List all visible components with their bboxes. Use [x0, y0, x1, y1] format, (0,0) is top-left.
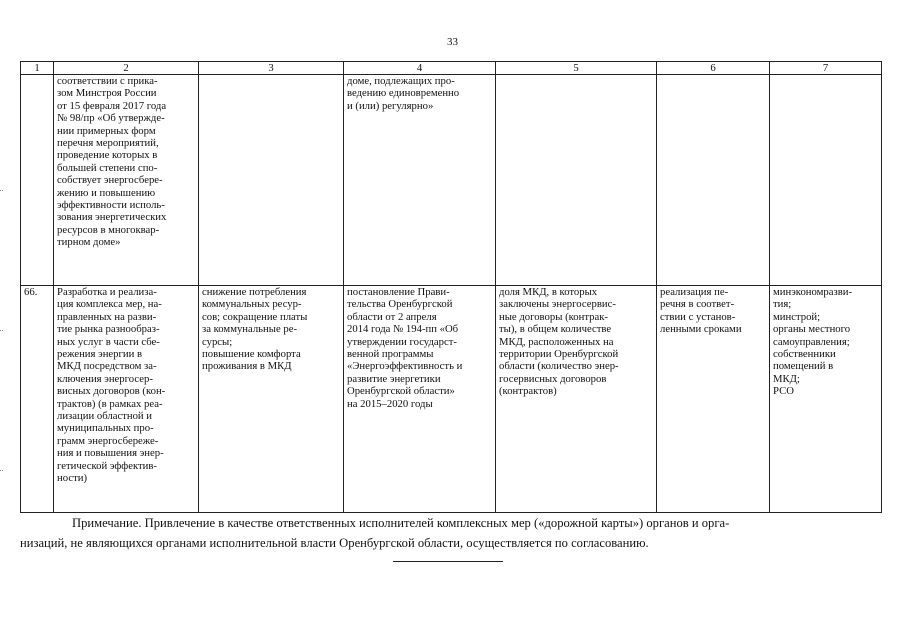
cell-text-line: муниципальных про- [57, 422, 154, 435]
table-cell [54, 286, 199, 513]
measures-table [20, 61, 882, 513]
column-header: 6 [657, 62, 770, 75]
cell-text-line: коммунальных ресур- [202, 298, 302, 311]
cell-text-line: тельства Оренбургской [347, 298, 453, 311]
column-header: 4 [344, 62, 496, 75]
margin-mark [0, 190, 3, 207]
column-header: 7 [770, 62, 882, 75]
cell-text-line: трактов) (в рамках реа- [57, 397, 163, 410]
table-row [21, 75, 882, 286]
cell-text-line: доме, подлежащих про- [347, 75, 455, 87]
cell-text-line: МКД, расположенных на [499, 335, 614, 348]
cell-text-line: речня в соответ- [660, 298, 735, 311]
cell-text-line: помещений в [773, 360, 834, 373]
cell-text-line: эффективности исполь- [57, 199, 165, 212]
cell-text-line: гетической эффектив- [57, 459, 157, 472]
cell-text-line: за коммунальные ре- [202, 323, 298, 336]
table-cell [657, 286, 770, 513]
cell-text-line: постановление Прави- [347, 286, 450, 298]
cell-text-line: ция комплекса мер, на- [57, 298, 162, 311]
cell-text-line: минэкономразви- [773, 286, 853, 298]
cell-text-line: Разработка и реализа- [57, 286, 157, 298]
cell-text-line: от 15 февраля 2017 года [57, 99, 167, 112]
column-header: 1 [21, 62, 54, 75]
margin-mark [0, 470, 3, 487]
table-cell [496, 286, 657, 513]
cell-text-line: госервисных договоров [499, 372, 607, 385]
table-cell [770, 286, 882, 513]
cell-text-line: тие рынка разнообраз- [57, 323, 160, 336]
table-cell [770, 75, 882, 286]
cell-text-line: ния и повышения энер- [57, 447, 164, 460]
column-header: 5 [496, 62, 657, 75]
cell-text-line: проживания в МКД [202, 360, 292, 373]
cell-text-line: заключены энергосервис- [499, 298, 616, 311]
table-row [21, 286, 882, 513]
cell-text-line: утверждении государст- [347, 335, 457, 348]
margin-mark [0, 330, 3, 347]
table-cell [199, 75, 344, 286]
cell-text-line: органы местного [773, 323, 851, 336]
cell-text-line: жению и повышению [57, 186, 156, 199]
table-cell [21, 75, 54, 286]
cell-text-line: тирном доме» [57, 236, 121, 249]
cell-text-line: РСО [773, 385, 794, 398]
header-row [21, 62, 882, 75]
column-header: 2 [54, 62, 199, 75]
cell-text-line: развитие энергетики [347, 372, 441, 385]
cell-text-line: минстрой; [773, 310, 821, 323]
cell-text-line: перечня мероприятий, [57, 137, 159, 150]
cell-text-line: большей степени спо- [57, 161, 158, 174]
cell-text-line: режения энергии в [57, 348, 143, 361]
cell-text-line: соответствии с прика- [57, 75, 158, 87]
table-cell [657, 75, 770, 286]
cell-text-line: МКД посредством за- [57, 360, 157, 373]
cell-text-line: «Энергоэффективность и [347, 360, 463, 373]
cell-text-line: венной программы [347, 348, 434, 361]
page-number: 33 [447, 36, 458, 48]
row-number: 66. [21, 286, 54, 513]
cell-text-line: реализация пе- [660, 286, 729, 298]
table-cell [54, 75, 199, 286]
divider-line [393, 561, 503, 562]
cell-text-line: нии примерных форм [57, 124, 156, 137]
cell-text-line: и (или) регулярно» [347, 99, 434, 112]
footnote-line: Примечание. Привлечение в качестве ответственных исполнителей комплексных мер («дорожной карты») органов и орга- [72, 516, 730, 530]
cell-text-line: правленных на разви- [57, 310, 157, 323]
cell-text-line: ведению единовременно [347, 87, 460, 100]
cell-text-line: повышение комфорта [202, 348, 301, 361]
table-cell [496, 75, 657, 286]
cell-text-line: висных договоров (кон- [57, 385, 166, 398]
cell-text-line: МКД; [773, 372, 800, 385]
cell-text-line: ных услуг в части сбе- [57, 335, 160, 348]
cell-text-line: ресурсов в многоквар- [57, 223, 160, 236]
cell-text-line: зования энергетических [57, 211, 167, 224]
cell-text-line: области от 2 апреля [347, 310, 437, 323]
cell-text-line: проведение которых в [57, 149, 158, 162]
footnote [20, 513, 882, 553]
cell-text-line: территории Оренбургской [499, 348, 619, 361]
cell-text-line: зом Минстроя России [57, 87, 157, 100]
cell-text-line: области (количество энер- [499, 360, 619, 373]
cell-text-line: лизации областной и [57, 410, 153, 423]
cell-text-line: (контрактов) [499, 385, 557, 398]
cell-text-line: доля МКД, в которых [499, 286, 598, 298]
table-cell [344, 75, 496, 286]
cell-text-line: Оренбургской области» [347, 385, 455, 398]
cell-text-line: сурсы; [202, 335, 233, 348]
table-cell [344, 286, 496, 513]
cell-text-line: ты), в общем количестве [499, 323, 612, 336]
column-header: 3 [199, 62, 344, 75]
cell-text-line: собствует энергосбере- [57, 174, 163, 187]
footnote-line: низаций, не являющихся органами исполнительной власти Оренбургской области, осуществляется по согласованию. [20, 536, 649, 550]
cell-text-line: тия; [773, 298, 792, 311]
cell-text-line: ности) [57, 472, 88, 485]
cell-text-line: 2014 года № 194-пп «Об [347, 323, 459, 336]
cell-text-line: сов; сокращение платы [202, 310, 308, 323]
cell-text-line: на 2015–2020 годы [347, 397, 433, 410]
cell-text-line: грамм энергосбереже- [57, 434, 159, 447]
cell-text-line: ные договоры (контрак- [499, 310, 608, 323]
cell-text-line: самоуправления; [773, 335, 850, 348]
cell-text-line: снижение потребления [202, 286, 307, 298]
cell-text-line: № 98/пр «Об утвержде- [57, 112, 165, 125]
cell-text-line: ствии с установ- [660, 310, 736, 323]
cell-text-line: ключения энергосер- [57, 372, 153, 385]
table-cell [199, 286, 344, 513]
cell-text-line: ленными сроками [660, 323, 742, 336]
cell-text-line: собственники [773, 348, 836, 361]
